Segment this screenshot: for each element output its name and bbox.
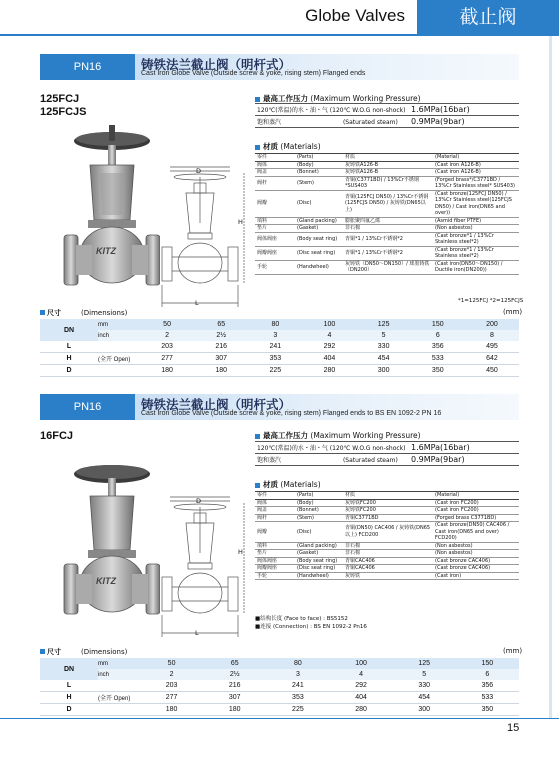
dims-cell: 277	[140, 692, 203, 704]
dim-label-l: L	[195, 629, 199, 637]
dn-label: DN	[40, 319, 98, 341]
materials-cell: (Bonnet)	[295, 169, 343, 177]
dims-cell: 65	[194, 319, 248, 330]
materials-cell: (Gland packing)	[295, 217, 343, 225]
dims-cell: 495	[465, 341, 519, 353]
valve-photo	[60, 125, 160, 305]
pressure-row: 饱和蒸汽 (Saturated steam) 0.9MPa(9bar)	[255, 454, 519, 466]
dims-cell: 292	[329, 680, 392, 692]
dims-cell: 2½	[194, 330, 248, 341]
dims-cell: 642	[465, 353, 519, 365]
materials-cell: (Stem)	[295, 176, 343, 190]
dims-cell: 356	[456, 680, 519, 692]
dimensions-table	[40, 319, 519, 377]
materials-cell: 青铜(DN50) CAC406 / 灰铸铁(DN65以上) FCD200	[343, 522, 433, 543]
materials-cell: 阀盖	[255, 507, 295, 515]
dims-cell: 300	[393, 704, 456, 716]
dims-cell: 350	[411, 365, 465, 377]
materials-cell: 膨胀聚四氟乙烯	[343, 217, 433, 225]
materials-cell: 阀瓣阀座	[255, 565, 295, 573]
materials-cell: 灰铸铁A126-B	[343, 169, 433, 177]
square-bullet-icon	[255, 97, 260, 102]
pressure-heading: 最高工作压力 (Maximum Working Pressure)	[255, 93, 421, 104]
dim-label-d: D	[196, 167, 202, 175]
valve-drawing	[160, 163, 252, 313]
dims-row-label: H	[40, 692, 98, 704]
pressure-table	[255, 441, 519, 466]
footer-rule	[0, 718, 559, 719]
dims-cell: 50	[140, 658, 203, 669]
dims-cell: 80	[266, 658, 329, 669]
dims-cell: 330	[357, 341, 411, 353]
materials-cell: 阀杆	[255, 514, 295, 522]
dims-cell: 307	[203, 692, 266, 704]
materials-header-row: 零件 (Parts) 材质 (Material)	[255, 492, 519, 500]
right-margin-bar	[549, 36, 552, 718]
model-label: 125FCJS	[40, 106, 87, 118]
dimensions-unit: (mm)	[503, 308, 523, 316]
dims-cell: 454	[357, 353, 411, 365]
section-2-title-cn: 铸铁法兰截止阀（明杆式）	[141, 397, 292, 412]
materials-row	[255, 507, 519, 515]
dims-cell: 225	[248, 365, 302, 377]
dimensions-unit: (mm)	[503, 647, 523, 655]
materials-cell: (Gasket)	[295, 225, 343, 233]
dims-row-label: L	[40, 341, 98, 353]
materials-cell: (Disc)	[295, 522, 343, 543]
dims-row	[40, 353, 519, 365]
materials-cell: (Non asbestos)	[433, 550, 519, 558]
dims-cell: 356	[411, 341, 465, 353]
dims-cell: 404	[329, 692, 392, 704]
inch-label: inch	[98, 669, 140, 680]
square-bullet-icon	[255, 145, 260, 150]
dims-cell: 180	[194, 365, 248, 377]
materials-cell: 阀体阀座	[255, 232, 295, 246]
dims-cell: 533	[456, 692, 519, 704]
materials-cell: (Bonnet)	[295, 507, 343, 515]
dims-cell: 80	[248, 319, 302, 330]
dims-row-label: L	[40, 680, 98, 692]
model-label: 125FCJ	[40, 93, 80, 105]
materials-row	[255, 260, 519, 274]
dims-cell: 307	[194, 353, 248, 365]
dims-cell: 2½	[203, 669, 266, 680]
dims-cell: 3	[248, 330, 302, 341]
dims-cell: 2	[140, 669, 203, 680]
materials-row	[255, 522, 519, 543]
dims-cell: 225	[266, 704, 329, 716]
dims-row-label: D	[40, 704, 98, 716]
dims-cell: 280	[302, 365, 356, 377]
materials-row	[255, 550, 519, 558]
materials-cell: (Disc seat ring)	[295, 565, 343, 573]
pressure-row: 120℃(常温)的水・油・气 (120℃ W.O.G non-shock) 1.6MPa(16bar)	[255, 104, 519, 116]
materials-cell: (Forged brass*/C3771BD / 13%Cr Stainless steel* SUS403)	[433, 176, 519, 190]
spec-note: ■连接 (Connection) : BS EN 1092-2 Pn16	[255, 624, 367, 630]
dims-cell: 200	[465, 319, 519, 330]
dims-cell: 100	[302, 319, 356, 330]
dims-cell: 2	[140, 330, 194, 341]
dims-row	[40, 680, 519, 692]
dims-row-sub	[98, 341, 140, 353]
section-2-tag: PN16	[40, 394, 135, 420]
dims-row-label: D	[40, 365, 98, 377]
materials-cell: (Stem)	[295, 514, 343, 522]
dims-cell: 280	[329, 704, 392, 716]
dims-cell: 180	[140, 704, 203, 716]
materials-row	[255, 499, 519, 507]
valve-drawing	[160, 493, 252, 643]
dims-cell: 350	[456, 704, 519, 716]
materials-cell: 灰铸铁A126-B	[343, 161, 433, 169]
materials-heading: 材质 (Materials)	[255, 479, 321, 490]
materials-cell: 青铜CAC406	[343, 565, 433, 573]
materials-cell: 灰铸铁FC200	[343, 499, 433, 507]
dim-label-h: H	[238, 548, 243, 556]
materials-cell: (Gasket)	[295, 550, 343, 558]
materials-row	[255, 190, 519, 217]
materials-cell: 手轮	[255, 260, 295, 274]
pressure-row: 120℃(常温)的水・油・气 (120℃ W.O.G non-shock) 1.6MPa(16bar)	[255, 442, 519, 454]
materials-cell: (Body)	[295, 161, 343, 169]
photo-logo: KITZ	[96, 576, 116, 586]
dims-row-sub	[98, 680, 140, 692]
dims-cell: 292	[302, 341, 356, 353]
materials-header-row: 零件 (Parts) 材质 (Material)	[255, 154, 519, 162]
materials-cell: (Non asbestos)	[433, 225, 519, 233]
dims-cell: 454	[393, 692, 456, 704]
materials-cell: 阀瓣	[255, 522, 295, 543]
dn-label: DN	[40, 658, 98, 680]
header-title-en: Globe Valves	[305, 6, 405, 25]
section-1-title-en: Cast Iron Globe Valve (Outside screw & yoke, rising stem) Flanged ends	[141, 70, 366, 77]
valve-photo	[60, 462, 160, 632]
mm-label: mm	[98, 319, 140, 330]
materials-cell: (Disc seat ring)	[295, 246, 343, 260]
materials-footnote: *1=125FCJ *2=125FCJS	[458, 298, 524, 304]
dims-inch-row	[40, 669, 519, 680]
materials-cell: (Cast bronze(125FCJ DN50) / 13%Cr Stainless steel(125FCJS DN50) / Cast iron(DN65 and over))	[433, 190, 519, 217]
dims-cell: 180	[140, 365, 194, 377]
model-label: 16FCJ	[40, 430, 74, 442]
materials-heading: 材质 (Materials)	[255, 141, 321, 152]
materials-row	[255, 246, 519, 260]
materials-cell: 灰铸铁（DN50～DN150）/ 球墨铸铁（DN200）	[343, 260, 433, 274]
materials-cell: (Cast bronze CAC406)	[433, 565, 519, 573]
dims-cell: 3	[266, 669, 329, 680]
dims-row-sub: (全开 Open)	[98, 353, 140, 365]
materials-cell: 垫片	[255, 225, 295, 233]
photo-logo: KITZ	[96, 246, 116, 256]
dims-row-sub	[98, 365, 140, 377]
materials-cell: (Gland packing)	[295, 542, 343, 550]
materials-row	[255, 169, 519, 177]
dims-cell: 241	[266, 680, 329, 692]
section-1-tag: PN16	[40, 54, 135, 80]
dims-row	[40, 365, 519, 377]
dims-cell: 216	[194, 341, 248, 353]
materials-row	[255, 225, 519, 233]
square-bullet-icon	[255, 434, 260, 439]
page-number: 15	[507, 722, 520, 734]
materials-row	[255, 232, 519, 246]
square-bullet-icon	[40, 649, 45, 654]
dims-mm-row	[40, 319, 519, 330]
materials-cell: 阀体	[255, 499, 295, 507]
materials-row	[255, 542, 519, 550]
dimensions-table	[40, 658, 519, 716]
materials-cell: 阀体阀座	[255, 557, 295, 565]
dims-row-label: H	[40, 353, 98, 365]
dims-cell: 50	[140, 319, 194, 330]
materials-table	[255, 153, 519, 275]
dims-cell: 277	[140, 353, 194, 365]
pressure-heading: 最高工作压力 (Maximum Working Pressure)	[255, 430, 421, 441]
dims-cell: 216	[203, 680, 266, 692]
materials-cell: (Cast iron FC200)	[433, 499, 519, 507]
dims-cell: 100	[329, 658, 392, 669]
materials-table	[255, 491, 519, 580]
materials-cell: 非石棉	[343, 225, 433, 233]
dims-cell: 533	[411, 353, 465, 365]
dims-cell: 6	[456, 669, 519, 680]
materials-cell: 青铜*1 / 13%Cr不锈钢*2	[343, 232, 433, 246]
materials-cell: 垫片	[255, 550, 295, 558]
materials-row	[255, 161, 519, 169]
dims-cell: 150	[456, 658, 519, 669]
dim-label-l: L	[195, 299, 199, 307]
materials-cell: (Asmid fiber PTFE)	[433, 217, 519, 225]
dims-cell: 241	[248, 341, 302, 353]
dimensions-heading: 尺寸 (Dimensions)	[40, 647, 127, 657]
materials-cell: (Cast bronze(DN50) CAC406 / Cast iron(DN65 and over) FCD200)	[433, 522, 519, 543]
section-1-title-cn: 铸铁法兰截止阀（明杆式）	[141, 57, 292, 72]
materials-cell: (Body seat ring)	[295, 232, 343, 246]
dims-cell: 203	[140, 341, 194, 353]
materials-cell: (Forged brass C3771BD)	[433, 514, 519, 522]
dims-cell: 300	[357, 365, 411, 377]
dims-row-sub	[98, 704, 140, 716]
square-bullet-icon	[255, 483, 260, 488]
materials-row	[255, 557, 519, 565]
pressure-row: 饱和蒸汽 (Saturated steam) 0.9MPa(9bar)	[255, 116, 519, 128]
dims-row	[40, 704, 519, 716]
dims-cell: 4	[302, 330, 356, 341]
materials-cell: (Cast bronze*1 / 13%Cr Stainless steel*2)	[433, 246, 519, 260]
mm-label: mm	[98, 658, 140, 669]
materials-cell: 阀杆	[255, 176, 295, 190]
materials-cell: (Cast bronze*1 / 13%Cr Stainless steel*2)	[433, 232, 519, 246]
dim-label-h: H	[238, 218, 243, 226]
materials-cell: (Cast iron A126-B)	[433, 161, 519, 169]
dims-row-sub: (全开 Open)	[98, 692, 140, 704]
dims-cell: 5	[357, 330, 411, 341]
dims-cell: 65	[203, 658, 266, 669]
dims-cell: 6	[411, 330, 465, 341]
dims-row	[40, 692, 519, 704]
dims-cell: 404	[302, 353, 356, 365]
spec-note: ■结构长度 (Face to face) : BS5152	[255, 616, 348, 622]
materials-cell: 灰铸铁FC200	[343, 507, 433, 515]
dims-cell: 330	[393, 680, 456, 692]
materials-cell: (Handwheel)	[295, 572, 343, 580]
dims-cell: 353	[266, 692, 329, 704]
dims-cell: 125	[357, 319, 411, 330]
materials-cell: 填料	[255, 542, 295, 550]
materials-row	[255, 572, 519, 580]
square-bullet-icon	[40, 310, 45, 315]
dims-cell: 353	[248, 353, 302, 365]
dim-label-d: D	[196, 497, 202, 505]
materials-cell: 青铜(125FCJ DN50) / 13%Cr不锈钢(125FCJS DN50) / 灰铸铁(DN65以上)	[343, 190, 433, 217]
dims-cell: 125	[393, 658, 456, 669]
dims-inch-row	[40, 330, 519, 341]
dims-cell: 5	[393, 669, 456, 680]
materials-cell: 阀瓣	[255, 190, 295, 217]
materials-cell: 青铜C3771BD	[343, 514, 433, 522]
materials-cell: 灰铸铁	[343, 572, 433, 580]
materials-cell: (Cast iron(DN50～DN150) / Ductile iron(DN200))	[433, 260, 519, 274]
materials-cell: 阀瓣阀座	[255, 246, 295, 260]
materials-cell: (Cast bronze CAC406)	[433, 557, 519, 565]
dims-cell: 180	[203, 704, 266, 716]
materials-cell: 青铜CAC406	[343, 557, 433, 565]
materials-cell: 阀体	[255, 161, 295, 169]
dimensions-heading: 尺寸 (Dimensions)	[40, 308, 127, 318]
materials-cell: (Disc)	[295, 190, 343, 217]
materials-cell: (Body)	[295, 499, 343, 507]
dims-row	[40, 341, 519, 353]
dims-cell: 150	[411, 319, 465, 330]
pressure-table	[255, 103, 519, 128]
materials-row	[255, 565, 519, 573]
dims-cell: 450	[465, 365, 519, 377]
materials-row	[255, 176, 519, 190]
materials-cell: 手轮	[255, 572, 295, 580]
materials-cell: 填料	[255, 217, 295, 225]
materials-cell: (Non asbestos)	[433, 542, 519, 550]
dims-mm-row	[40, 658, 519, 669]
materials-cell: 非石棉	[343, 542, 433, 550]
materials-cell: (Handwheel)	[295, 260, 343, 274]
materials-cell: 阀盖	[255, 169, 295, 177]
dims-cell: 8	[465, 330, 519, 341]
materials-cell: 青铜(C3771BD) / 13%Cr不锈钢*SUS403	[343, 176, 433, 190]
section-2-title-en: Cast Iron Globe Valve (Outside screw & yoke, rising stem) Flanged ends to BS EN 1092-2 PN 16	[141, 410, 442, 417]
dims-cell: 4	[329, 669, 392, 680]
inch-label: inch	[98, 330, 140, 341]
header-title-cn: 截止阀	[417, 0, 559, 34]
dims-cell: 203	[140, 680, 203, 692]
materials-row	[255, 217, 519, 225]
materials-row	[255, 514, 519, 522]
materials-cell: 非石棉	[343, 550, 433, 558]
materials-cell: (Cast iron)	[433, 572, 519, 580]
header-rule	[0, 34, 559, 36]
materials-cell: (Body seat ring)	[295, 557, 343, 565]
materials-cell: (Cast iron FC200)	[433, 507, 519, 515]
materials-cell: 青铜*1 / 13%Cr不锈钢*2	[343, 246, 433, 260]
materials-cell: (Cast iron A126-B)	[433, 169, 519, 177]
